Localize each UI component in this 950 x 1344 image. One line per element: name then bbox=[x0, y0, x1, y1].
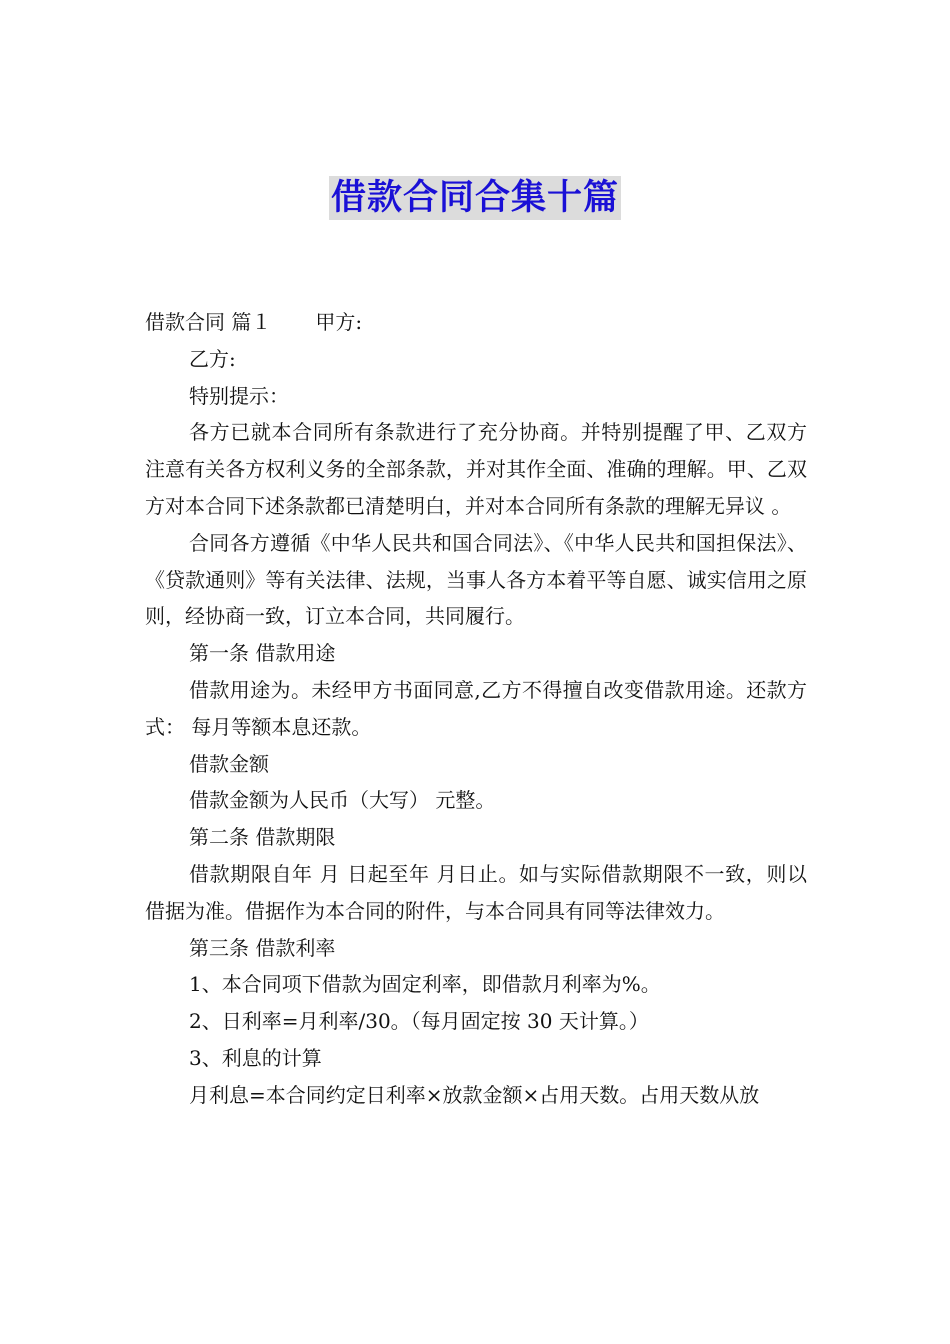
interest-formula-paragraph: 月利息=本合同约定日利率×放款金额×占用天数。占用天数从放 bbox=[189, 1082, 760, 1107]
party-b-label: 乙方: bbox=[189, 346, 236, 371]
loan-purpose-paragraph: 借款用途为。未经甲方书面同意,乙方不得擅自改变借款用途。还款方式： 每月等额本息还款。 bbox=[145, 677, 807, 739]
interest-item-1: 1、本合同项下借款为固定利率，即借款月利率为%。 bbox=[189, 972, 661, 997]
document-body bbox=[145, 304, 807, 1114]
interest-item-3: 3、利息的计算 bbox=[189, 1045, 322, 1070]
document-title: 借款合同合集十篇 bbox=[330, 178, 619, 218]
special-notice-heading: 特别提示： bbox=[189, 383, 289, 408]
notice-paragraph: 各方已就本合同所有条款进行了充分协商。并特别提醒了甲、乙双方注意有关各方权利义务的全部条款，并对其作全面、准确的理解。甲、乙双方对本合同下述条款都已清楚明白，并对本合同所有条款的理解无异议 。 bbox=[145, 420, 807, 518]
interest-item-2: 2、日利率=月利率/30。（每月固定按 30 天计算。） bbox=[189, 1009, 649, 1034]
article-1-heading: 第一条 借款用途 bbox=[189, 641, 336, 666]
legal-basis-paragraph: 合同各方遵循《中华人民共和国合同法》、《中华人民共和国担保法》、《贷款通则》等有关法律、法规，当事人各方本着平等自愿、诚实信用之原则，经协商一致，订立本合同，共同履行。 bbox=[145, 530, 807, 629]
section-label: 借款合同 篇１ bbox=[145, 310, 272, 334]
party-a-label: 甲方: bbox=[315, 310, 363, 334]
loan-term-paragraph: 借款期限自年 月 日起至年 月日止。如与实际借款期限不一致，则以借据为准。借据作为本合同的附件，与本合同具有同等法律效力。 bbox=[145, 861, 807, 923]
title-container bbox=[0, 176, 950, 220]
loan-amount-paragraph: 借款金额为人民币（大写） 元整。 bbox=[189, 788, 496, 813]
article-2-heading: 第二条 借款期限 bbox=[189, 825, 336, 850]
article-3-heading: 第三条 借款利率 bbox=[189, 935, 336, 960]
header-line bbox=[145, 304, 807, 341]
loan-amount-heading: 借款金额 bbox=[189, 751, 269, 776]
